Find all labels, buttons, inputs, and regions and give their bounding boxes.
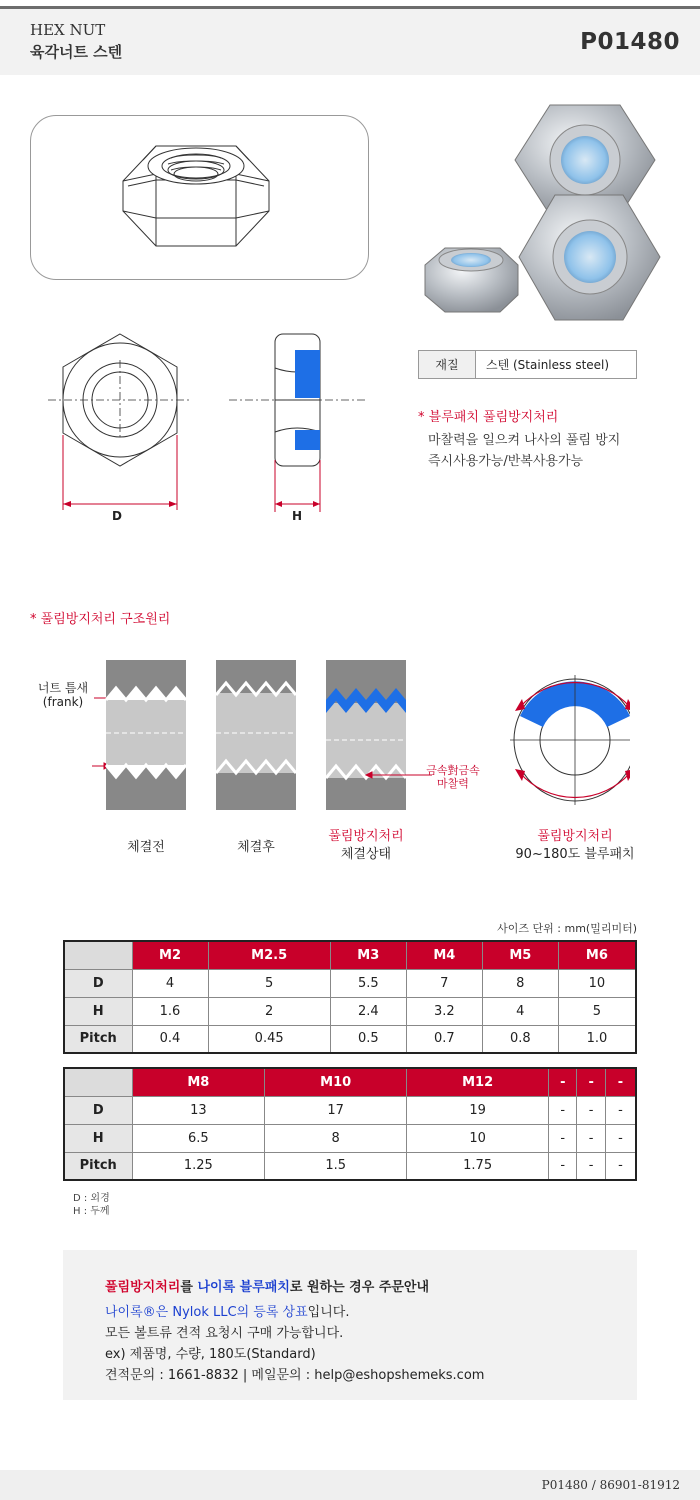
table-cell: 8: [482, 969, 558, 997]
spec-table-2: [63, 1067, 637, 1181]
table-cell: 1.0: [558, 1025, 636, 1053]
unit-note: 사이즈 단위 : mm(밀리미터): [497, 922, 637, 935]
row-label-h: H: [64, 1124, 132, 1152]
table-cell: 0.8: [482, 1025, 558, 1053]
table-cell: 7: [406, 969, 482, 997]
thread-panel-treated: [326, 660, 406, 810]
table-cell: 1.75: [407, 1152, 549, 1180]
caption-before: 체결전: [127, 840, 165, 855]
blue-patch-note-line2: 즉시사용가능/반복사용가능: [428, 454, 584, 469]
table-row: [64, 1124, 636, 1152]
table-cell: -: [577, 1152, 605, 1180]
table-cell: 8: [265, 1124, 407, 1152]
table-cell: 5.5: [330, 969, 406, 997]
size-header: M5: [482, 941, 558, 969]
table-cell: 10: [558, 969, 636, 997]
table-cell: 5: [558, 997, 636, 1025]
table-cell: 0.4: [132, 1025, 208, 1053]
row-label-d: D: [64, 1096, 132, 1124]
caption-treated: 풀림방지처리 체결상태: [328, 829, 404, 862]
row-label-pitch: Pitch: [64, 1025, 132, 1053]
patch-rotation-diagram: [510, 675, 630, 805]
dimension-h-label: H: [292, 509, 303, 523]
table-cell: -: [549, 1152, 577, 1180]
size-header: -: [605, 1068, 636, 1096]
principle-diagram: [70, 655, 630, 815]
thread-panel-after: [216, 660, 296, 810]
table-cell: 2.4: [330, 997, 406, 1025]
asterisk-icon: *: [30, 612, 41, 627]
size-header: M3: [330, 941, 406, 969]
table-cell: 0.45: [208, 1025, 330, 1053]
table-cell: -: [605, 1124, 636, 1152]
material-box: [418, 350, 637, 379]
asterisk-icon: *: [418, 410, 429, 425]
order-info-box: [63, 1250, 637, 1400]
dimension-d-label: D: [112, 509, 122, 523]
size-header: M2.5: [208, 941, 330, 969]
table-cell: -: [549, 1096, 577, 1124]
legend-d: D : 외경: [73, 1193, 110, 1204]
table-cell: 1.5: [265, 1152, 407, 1180]
legend-h: H : 두께: [73, 1206, 110, 1217]
row-label-d: D: [64, 969, 132, 997]
material-value: 스텐 (Stainless steel): [486, 358, 610, 372]
size-header: M10: [265, 1068, 407, 1096]
contact-info: 견적문의 : 1661-8832 | 메일문의 : help@eshopshemeks.com: [105, 1368, 485, 1383]
page-header: [0, 9, 700, 75]
nut-3d-drawing-card: [30, 115, 369, 280]
product-title-ko: 육각너트 스텐: [30, 43, 123, 61]
table-cell: -: [549, 1124, 577, 1152]
nut-3d-illustration: [31, 116, 370, 281]
spec-table-1: [63, 940, 637, 1054]
blue-patch-note-title: * 블루패치 풀림방지처리: [418, 410, 559, 425]
table-row: [64, 1096, 636, 1124]
frank-gap-label: 너트 틈새 (frank): [37, 681, 89, 709]
table-corner: [64, 1068, 132, 1096]
caption-after: 체결후: [237, 840, 275, 855]
size-header: -: [577, 1068, 605, 1096]
size-header: M8: [132, 1068, 265, 1096]
table-cell: 0.7: [406, 1025, 482, 1053]
table-cell: 2: [208, 997, 330, 1025]
page-footer: [0, 1470, 700, 1500]
material-label: 재질: [419, 351, 476, 378]
row-label-pitch: Pitch: [64, 1152, 132, 1180]
friction-label: 금속對금속 마찰력: [426, 764, 480, 790]
nuts-photo-illustration: [415, 100, 665, 340]
table-cell: 6.5: [132, 1124, 265, 1152]
product-photo: [415, 100, 665, 340]
order-info-heading: 풀림방지처리를 나이록 블루패치로 원하는 경우 주문안내: [105, 1280, 430, 1295]
table-cell: -: [577, 1096, 605, 1124]
row-label-h: H: [64, 997, 132, 1025]
dimension-legend: [73, 1192, 110, 1218]
table-row: [64, 997, 636, 1025]
quote-note: 모든 볼트류 견적 요청시 구매 가능합니다.: [105, 1326, 344, 1341]
thread-panel-before: [106, 660, 186, 810]
size-header: M2: [132, 941, 208, 969]
table-corner: [64, 941, 132, 969]
table-row: [64, 1025, 636, 1053]
nut-side-view-drawing: [225, 320, 375, 530]
table-cell: 5: [208, 969, 330, 997]
table-cell: 19: [407, 1096, 549, 1124]
table-cell: 0.5: [330, 1025, 406, 1053]
table-cell: 4: [132, 969, 208, 997]
table-cell: 10: [407, 1124, 549, 1152]
blue-patch-lower: [295, 430, 320, 450]
table-cell: -: [577, 1124, 605, 1152]
blue-patch-note-line1: 마찰력을 일으켜 나사의 풀림 방지: [428, 433, 621, 448]
table-row: [64, 1152, 636, 1180]
principle-section-title: * 풀림방지처리 구조원리: [30, 612, 171, 627]
table-cell: -: [605, 1096, 636, 1124]
example-note: ex) 제품명, 수량, 180도(Standard): [105, 1347, 316, 1362]
nut-photo-side: [425, 248, 518, 312]
caption-blue-patch: 풀림방지처리 90~180도 블루패치: [515, 829, 635, 862]
nut-photo-lower: [519, 195, 660, 320]
trademark-note: 나이록®은 Nylok LLC의 등록 상표입니다.: [105, 1305, 350, 1320]
table-cell: 13: [132, 1096, 265, 1124]
size-header: M4: [406, 941, 482, 969]
blue-patch-upper: [295, 350, 320, 398]
table-cell: 4: [482, 997, 558, 1025]
footer-code: P01480 / 86901-81912: [541, 1478, 680, 1492]
table-cell: -: [605, 1152, 636, 1180]
size-header: M12: [407, 1068, 549, 1096]
table-cell: 1.25: [132, 1152, 265, 1180]
table-cell: 1.6: [132, 997, 208, 1025]
table-header-row: [64, 941, 636, 969]
table-cell: 17: [265, 1096, 407, 1124]
size-header: -: [549, 1068, 577, 1096]
table-cell: 3.2: [406, 997, 482, 1025]
table-header-row: [64, 1068, 636, 1096]
nut-front-view-drawing: [40, 320, 210, 530]
product-code: P01480: [580, 29, 680, 55]
product-title-en: HEX NUT: [30, 21, 106, 39]
size-header: M6: [558, 941, 636, 969]
table-row: [64, 969, 636, 997]
